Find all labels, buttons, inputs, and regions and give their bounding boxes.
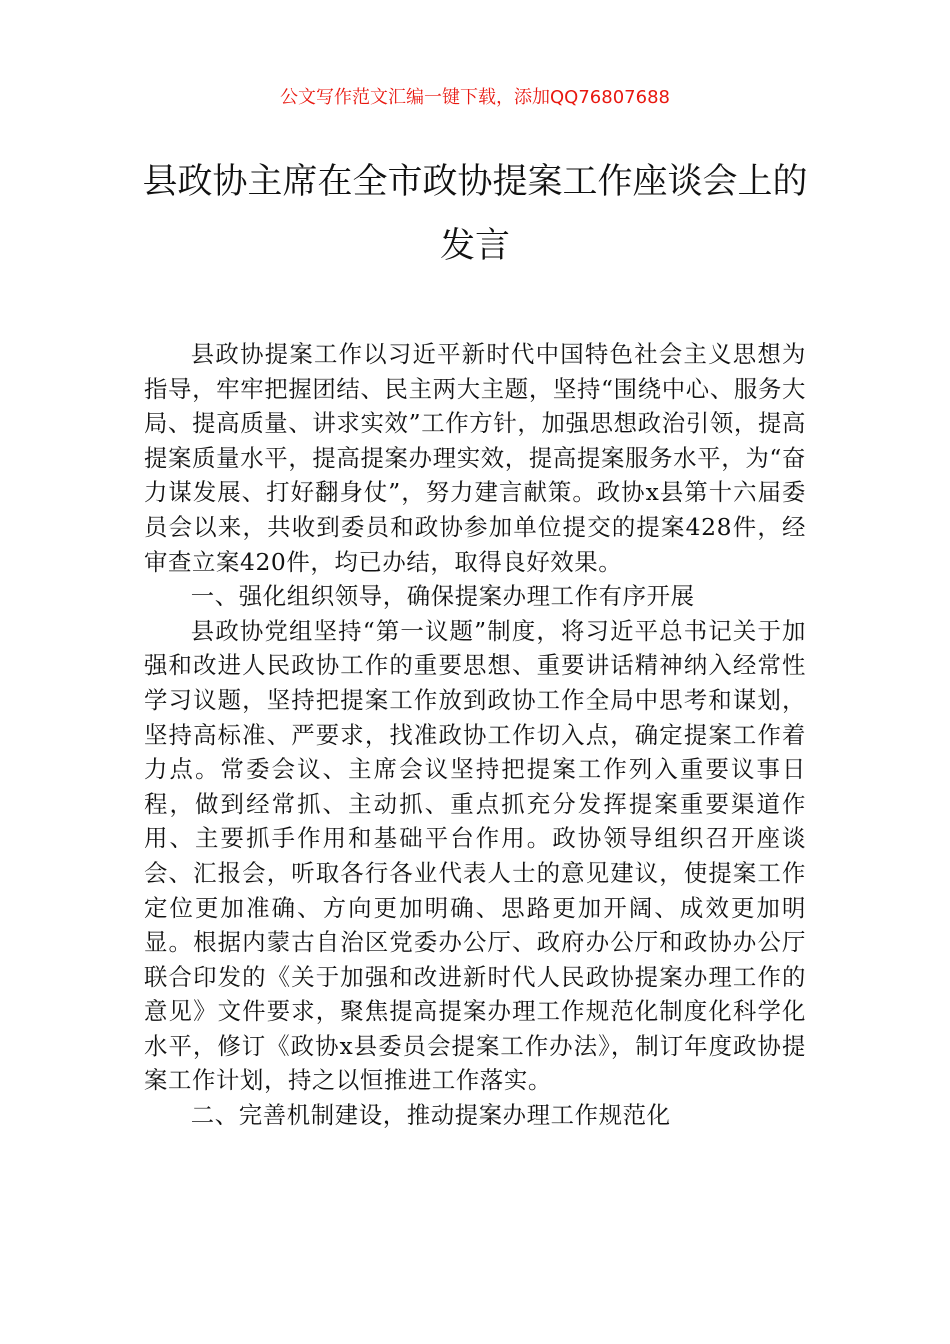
document-body bbox=[144, 337, 806, 1133]
promo-banner: 公文写作范文汇编一键下载，添加QQ76807688 bbox=[280, 87, 670, 108]
document-title: 县政协主席在全市政协提案工作座谈会上的发言 bbox=[142, 162, 808, 266]
paragraph-section-1: 县政协党组坚持“第一议题”制度，将习近平总书记关于加强和改进人民政协工作的重要思想、重要讲话精神纳入经常性学习议题，坚持把提案工作放到政协工作全局中思考和谋划，坚持高标准、严要求，找准政协工作切入点，确定提案工作着力点。常委会议、主席会议坚持把提案工作列入重要议事日程，做到经常抓、主动抓、重点抓充分发挥提案重要渠道作用、主要抓手作用和基础平台作用。政协领导组织召开座谈会、汇报会，听取各行各业代表人士的意见建议，使提案工作定位更加准确、方向更加明确、思路更加开阔、成效更加明显。根据内蒙古自治区党委办公厅、政府办公厅和政协办公厅联合印发的《关于加强和改进新时代人民政协提案办理工作的意见》文件要求，聚焦提高提案办理工作规范化制度化科学化水平，修订《政协x县委员会提案工作办法》，制订年度政协提案工作计划，持之以恒推进工作落实。 bbox=[144, 616, 806, 1095]
paragraph-intro: 县政协提案工作以习近平新时代中国特色社会主义思想为指导，牢牢把握团结、民主两大主题，坚持“围绕中心、服务大局、提高质量、讲求实效”工作方针，加强思想政治引领，提高提案质量水平，提高提案办理实效，提高提案服务水平，为“奋力谋发展、打好翻身仗”，努力建言献策。政协x县第十六届委员会以来，共收到委员和政协参加单位提交的提案428件，经审查立案420件，均已办结，取得良好效果。 bbox=[144, 340, 806, 576]
section-heading-2: 二、完善机制建设，推动提案办理工作规范化 bbox=[190, 1101, 671, 1130]
section-heading-1: 一、强化组织领导，确保提案办理工作有序开展 bbox=[190, 582, 695, 611]
